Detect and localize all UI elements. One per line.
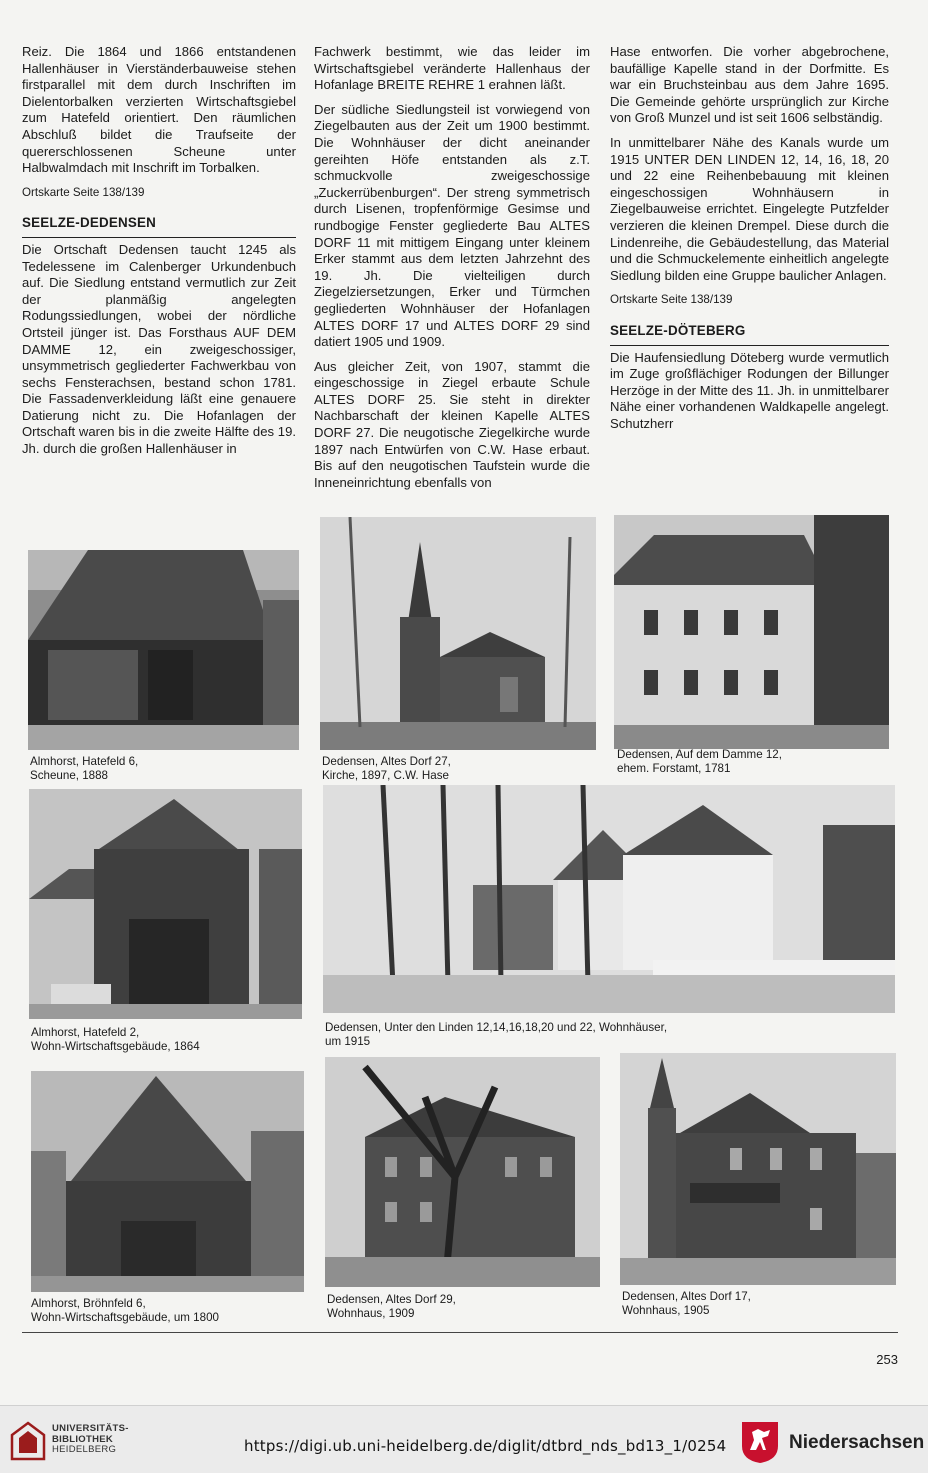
- caption: [327, 1293, 456, 1321]
- caption-line: Wohnhaus, 1905: [622, 1304, 710, 1317]
- caption: [30, 755, 138, 783]
- photo-forstamt: [614, 515, 889, 749]
- photo-unter-den-linden: [323, 785, 895, 1013]
- library-line: HEIDELBERG: [52, 1444, 117, 1455]
- text-column-middle: [314, 44, 590, 499]
- caption-line: Kirche, 1897, C.W. Hase: [322, 769, 449, 782]
- paragraph: Aus gleicher Zeit, von 1907, stammt die eingeschossige in Ziegel erbaute Schule ALTES DORF 25. Sie steht in direkter Nachbarschaft der kleinen Kapelle ALTES DORF 27. Die neugotische Ziegelkirche wurde 1897 nach Entwürfen von C.W. Hase erbaut. Bis auf den neugotischen Taufstein wurde die Inneneinrichtung ebenfalls von: [314, 358, 590, 490]
- caption-line: Scheune, 1888: [30, 769, 109, 782]
- caption-line: Dedensen, Altes Dorf 17,: [622, 1290, 751, 1303]
- caption: [31, 1297, 219, 1325]
- photo-altes-dorf-29: [325, 1057, 600, 1287]
- paragraph: Der südliche Siedlungsteil ist vorwiegend von Ziegelbauten aus der Zeit um 1900 bestimmt. Die Wohnhäuser der dicht aneinander gereihten Höfe entstanden als z.T. schmuckvolle zweigeschossige „Zuckerrübenburgen“. Der streng symmetrisch durch Lisenen, tropfenförmige Gesimse und rundbogige Fenster gegliederte Bau ALTES DORF 11 mit mittigem Eingang unter kleinem Erker stammt aus dem letzten Jahrzehnt des 19. Jh. Die vielteiligen durch Ziegelziersetzungen, Erker und Türmchen gegliederten Wohnhäuser der Hofanlagen ALTES DORF 17 und ALTES DORF 29 sind datiert 1905 und 1909.: [314, 101, 590, 350]
- photo-altes-dorf-17: [620, 1053, 896, 1285]
- caption-line: Wohn-Wirtschaftsgebäude, um 1800: [31, 1311, 219, 1324]
- caption: [617, 748, 782, 776]
- text-column-right: [610, 44, 889, 440]
- caption-line: Wohn-Wirtschaftsgebäude, 1864: [31, 1040, 200, 1053]
- caption-line: Dedensen, Altes Dorf 27,: [322, 755, 451, 768]
- section-heading: SEELZE-DÖTEBERG: [610, 323, 889, 346]
- permalink-url[interactable]: https://digi.ub.uni-heidelberg.de/diglit/dtbrd_nds_bd13_1/0254: [244, 1437, 727, 1455]
- caption-line: Almhorst, Bröhnfeld 6,: [31, 1297, 146, 1310]
- map-reference: Ortskarte Seite 138/139: [610, 293, 733, 307]
- photo-broehnfeld: [31, 1071, 304, 1292]
- caption: [322, 755, 451, 783]
- photo-hatefeld-2: [29, 789, 302, 1019]
- library-line: BIBLIOTHEK: [52, 1433, 114, 1445]
- caption-line: Almhorst, Hatefeld 2,: [31, 1026, 140, 1039]
- paragraph: Fachwerk bestimmt, wie das leider im Wirtschaftsgiebel veränderte Hallenhaus der Hofanlage BREITE REHRE 1 erahnen läßt.: [314, 44, 590, 93]
- caption: [31, 1026, 200, 1054]
- ub-heidelberg-logo-icon[interactable]: [10, 1421, 46, 1461]
- state-name: Niedersachsen: [789, 1432, 925, 1453]
- photo-kirche: [320, 517, 596, 750]
- caption: [622, 1290, 751, 1318]
- library-name: [52, 1424, 129, 1456]
- caption-line: Dedensen, Unter den Linden 12,14,16,18,20 und 22, Wohnhäuser,: [325, 1021, 668, 1034]
- caption-line: Dedensen, Altes Dorf 29,: [327, 1293, 456, 1306]
- section-heading: SEELZE-DEDENSEN: [22, 215, 296, 238]
- caption: [325, 1021, 667, 1049]
- paragraph: Die Haufensiedlung Döteberg wurde vermutlich im Zuge großflächiger Rodungen der Billunger Herzöge in der Mitte des 11. Jh. in unmittelbarer Nähe einer vorhandenen Waldkapelle angelegt. Schutzherr: [610, 349, 889, 431]
- caption-line: um 1915: [325, 1035, 371, 1048]
- photo-scheune: [28, 550, 299, 750]
- paragraph: Die Ortschaft Dedensen taucht 1245 als Tedelessene im Calenberger Urkundenbuch auf. Die Siedlung entstand vermutlich zur Zeit der planmäßig angelegten Rodungssiedlungen, wobei der nördliche Ortsteil jünger ist. Das Forsthaus AUF DEM DAMME 12, ein zweigeschossiger, unsymmetrisch gegliederter Fachwerkbau von sechs Fensterachsen, bestand schon 1781. Die Fassadenverkleidung läßt eine genauere Datierung nicht zu. Die Hofanlagen der Ortschaft waren bis in die zweite Hälfte des 19. Jh. durch die großen Hallenhäuser in: [22, 241, 296, 457]
- page-number: 253: [876, 1352, 898, 1367]
- paragraph: Hase entworfen. Die vorher abgebrochene, baufällige Kapelle stand in der Dorfmitte. Es war ein Bruchsteinbau aus dem Jahre 1695. Die Gemeinde gehörte ursprünglich zur Kirche von Groß Munzel und ist seit 1606 selbständig.: [610, 44, 889, 126]
- caption-line: Dedensen, Auf dem Damme 12,: [617, 748, 782, 761]
- lower-saxony-horse-icon: [740, 1420, 780, 1464]
- caption-line: Almhorst, Hatefeld 6,: [30, 755, 139, 768]
- caption-line: ehem. Forstamt, 1781: [617, 762, 731, 775]
- paragraph: Reiz. Die 1864 und 1866 entstandenen Hallenhäuser in Vierständerbauweise stehen firstparallel mit dem durch Inschriften im Dielentorbalken verzierten Wirtschaftsgiebel zum Hatefeld orientiert. Den räumlichen Abschluß bildet die Traufseite der quererschlossenen Scheune unter Halbwalmdach mit Inschrift im Torbalken.: [22, 44, 296, 176]
- paragraph: In unmittelbarer Nähe des Kanals wurde um 1915 UNTER DEN LINDEN 12, 14, 16, 18, 20 und 22 eine Reihenbebauung mit kleinen eingeschossigen Wohnhäusern in Ziegelbauweise errichtet. Eingelegte Putzfelder verzieren die kleinen Drempel. Diese durch die Lindenreihe, die Gebäudestellung, das Material und die Schmuckelemente einheitlich angelegte Siedlung bilden eine Gruppe baulicher Anlagen.: [610, 134, 889, 283]
- caption-line: Wohnhaus, 1909: [327, 1307, 415, 1320]
- footer-rule: [22, 1332, 898, 1333]
- viewer-footer: [0, 1405, 928, 1473]
- map-reference: Ortskarte Seite 138/139: [22, 185, 145, 199]
- text-column-left: [22, 44, 296, 466]
- library-line: UNIVERSITÄTS-: [52, 1423, 129, 1434]
